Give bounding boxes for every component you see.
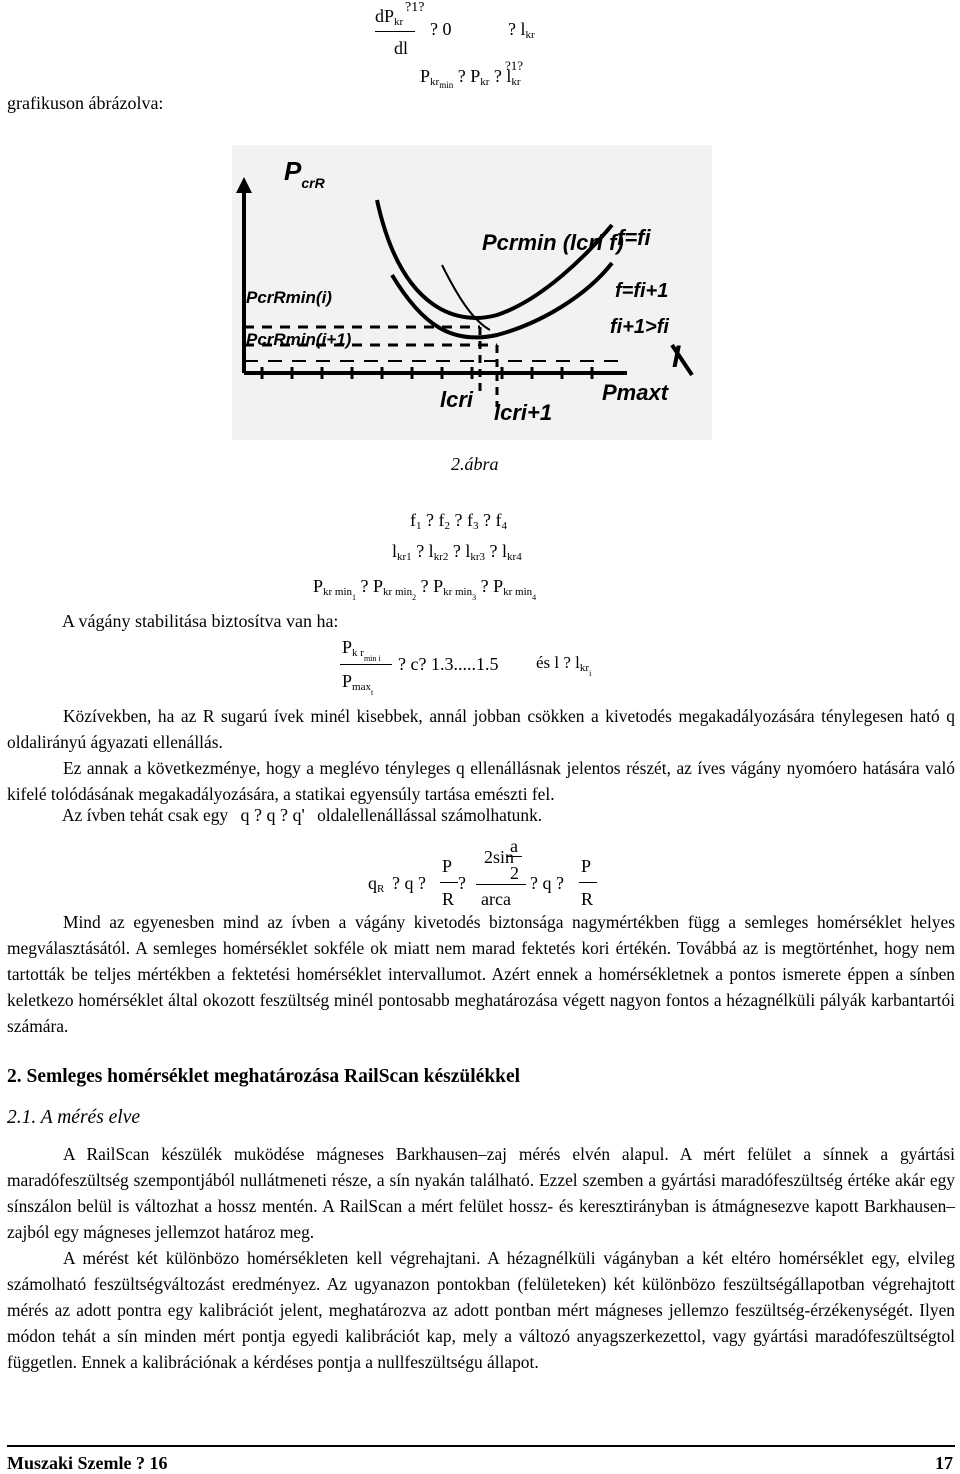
condition-f-row: $f_1$ ? $f_2$ ? $f_3$ ? $f_4$ [410, 510, 507, 532]
paragraph-block-3 [7, 1141, 955, 1375]
label-pcrmin-f: Pcrmin (lcri f) [482, 230, 624, 255]
section-heading: 2. Semleges homérséklet meghatározása RailScan készülékkel [7, 1066, 521, 1087]
subsection-heading: 2.1. A mérés elve [7, 1107, 141, 1128]
label-l-axis: l [672, 341, 681, 374]
frac2-den: arca [481, 889, 511, 909]
ratio-numerator: $P_{k rmin i}$ [342, 637, 381, 663]
paragraph-block-2 [7, 909, 955, 1039]
pkrmin-function: $P_{krmin}$ ? $P_{kr}$ ? $l_{kr}$ [420, 66, 521, 90]
ratio-denominator: $P_{maxt}$ [342, 671, 374, 697]
ratio-and-length: és l ? $l_{kri}$ [536, 653, 592, 678]
condition-p-row: $P_{kr min1}$ ? $P_{kr min2}$ ? $P_{kr min3}$ ? $P_{kr min4}$ [313, 576, 537, 602]
frac1-num: P [442, 856, 453, 876]
frac2-line [476, 884, 526, 885]
pkrmin-marks: ?1? [505, 58, 524, 73]
frac1-line [440, 882, 458, 883]
stability-graph-figure [232, 145, 712, 440]
label-pcrmin-i: PcrRmin(i) [246, 288, 332, 307]
stability-label: A vágány stabilitása biztosítva van ha: [62, 611, 339, 631]
qr-eq2: ? q ? [530, 873, 564, 893]
label-lcri1: lcri+1 [494, 400, 553, 425]
label-pcrmin-i1: PcrRmin(i+1) [246, 330, 352, 349]
label-f-fi1: f=fi+1 [615, 280, 669, 302]
frac3-den: R [581, 889, 594, 909]
derivative-marks: ?1? [405, 0, 425, 15]
figure-caption: 2.ábra [451, 454, 499, 474]
frac1-den: R [442, 889, 455, 909]
label-pcrr: $P_{crR}$ [284, 156, 325, 191]
paragraph-resistance: Az ívben tehát csak egy q ? q ? q' oldalellenállással számolhatunk. [62, 805, 543, 825]
qr-dot: ? [458, 873, 466, 893]
footer-rule [7, 1445, 955, 1447]
label-lcri: lcri [440, 387, 474, 412]
derivative-lkr: ? $l_{kr}$ [508, 19, 535, 41]
derivative-equals-zero: ? 0 [430, 19, 452, 39]
paragraph-curves: Közívekben, ha az R sugarú ívek minél kisebbek, annál jobban csökken a kivetodés megakadályozására ténylegesen ható q oldalirányú ágyazati ellenállás. [7, 706, 955, 752]
footer-journal: Muszaki Szemle ? 16 [7, 1453, 168, 1473]
label-fi1-gt-fi: fi+1>fi [610, 316, 669, 338]
ratio-range: ? c? 1.3.....1.5 [398, 654, 499, 674]
frac2-num: 2sin [484, 847, 515, 867]
frac2-inner-num: a [510, 836, 518, 856]
paragraph-neutral-temp: Mind az egyenesben mind az ívben a vágány kivetodés biztonsága nagymértékben függ a semleges homérséklet helyes megválasztásától. A semleges homérséklet sokféle ok miatt nem marad fektetés kori értékén. Továbbá az is megtörténhet, hogy nem tartották be teljes mértékben a fektetési homérséklet intervallumot. Azért ennek a homérsékletnek a pontos ismerete éppen a sínben keletkezo homérséklet által okozott feszültség minél pontosabb meghatározása végett nagyon fontos a hézagnélküli pályák karbantartói számára. [7, 912, 955, 1036]
condition-l-row: $l_{kr1}$ ? $l_{kr2}$ ? $l_{kr3}$ ? $l_{kr4}$ [392, 541, 522, 563]
frac3-line [579, 882, 597, 883]
derivative-numerator: $dP_{kr}$ [375, 6, 404, 28]
label-f-fi: f=fi [617, 225, 651, 250]
label-pmax: Pmaxt [602, 380, 669, 405]
paragraph-block-1 [7, 703, 955, 807]
derivative-fraction-line [375, 31, 415, 32]
ratio-fraction-line [340, 664, 392, 665]
paragraph-measurement: A mérést két különbözo homérsékleten kell végrehajtani. A hézagnélküli vágányban a két eltéro homérséklet egy, elvileg számolható feszültségváltozást eredményez. Az ugyanazon pontokban (felületeken) két különbözo feszültségállapotban végrehajtott mérés az adott pontra egy kalibrációt jelent, meghatározva az adott pontban mért mágneses jellemzo feszültség-érzékenységét. Ilyen módon tehát a sín minden mért pontja egyedi kalibrációt kap, mely a változó anyagszerkezettol, vagy gyártási maradófeszültségtol független. Ennek a kalibrációnak a kérdéses pontja a nullfeszültségu állapot. [7, 1248, 955, 1372]
graph-intro-label: grafikuson ábrázolva: [7, 93, 164, 113]
frac2-inner-den: 2 [510, 863, 519, 883]
paragraph-railscan-principle: A RailScan készülék muködése mágneses Barkhausen–zaj mérés elvén alapul. A mért felület a sínnek a gyártási maradófeszültség szempontjából nullátmeneti része, a sín nyakán található. Ezzel szemben a gyártási maradófeszültség értéke akár egy sínszálon belül is változhat a hossz mentén. A RailScan a mért felület hossz- és keresztirányban is átmágnesezve kapott Barkhausen–zajból egy mágneses jellemzot határoz meg. [7, 1144, 955, 1242]
footer-page-number: 17 [935, 1453, 953, 1473]
qr-lhs: $q_R$ [368, 873, 385, 895]
derivative-denominator: dl [394, 38, 409, 58]
qr-eq1: ? q ? [392, 873, 426, 893]
paragraph-consequence: Ez annak a következménye, hogy a meglévo tényleges q ellenállásnak jelentos részét, az íves vágány nyomóero hatására való kifelé tolódásának megakadályozására, a statikai egyensúly tartása emészti fel. [7, 758, 955, 804]
frac3-num: P [581, 856, 592, 876]
